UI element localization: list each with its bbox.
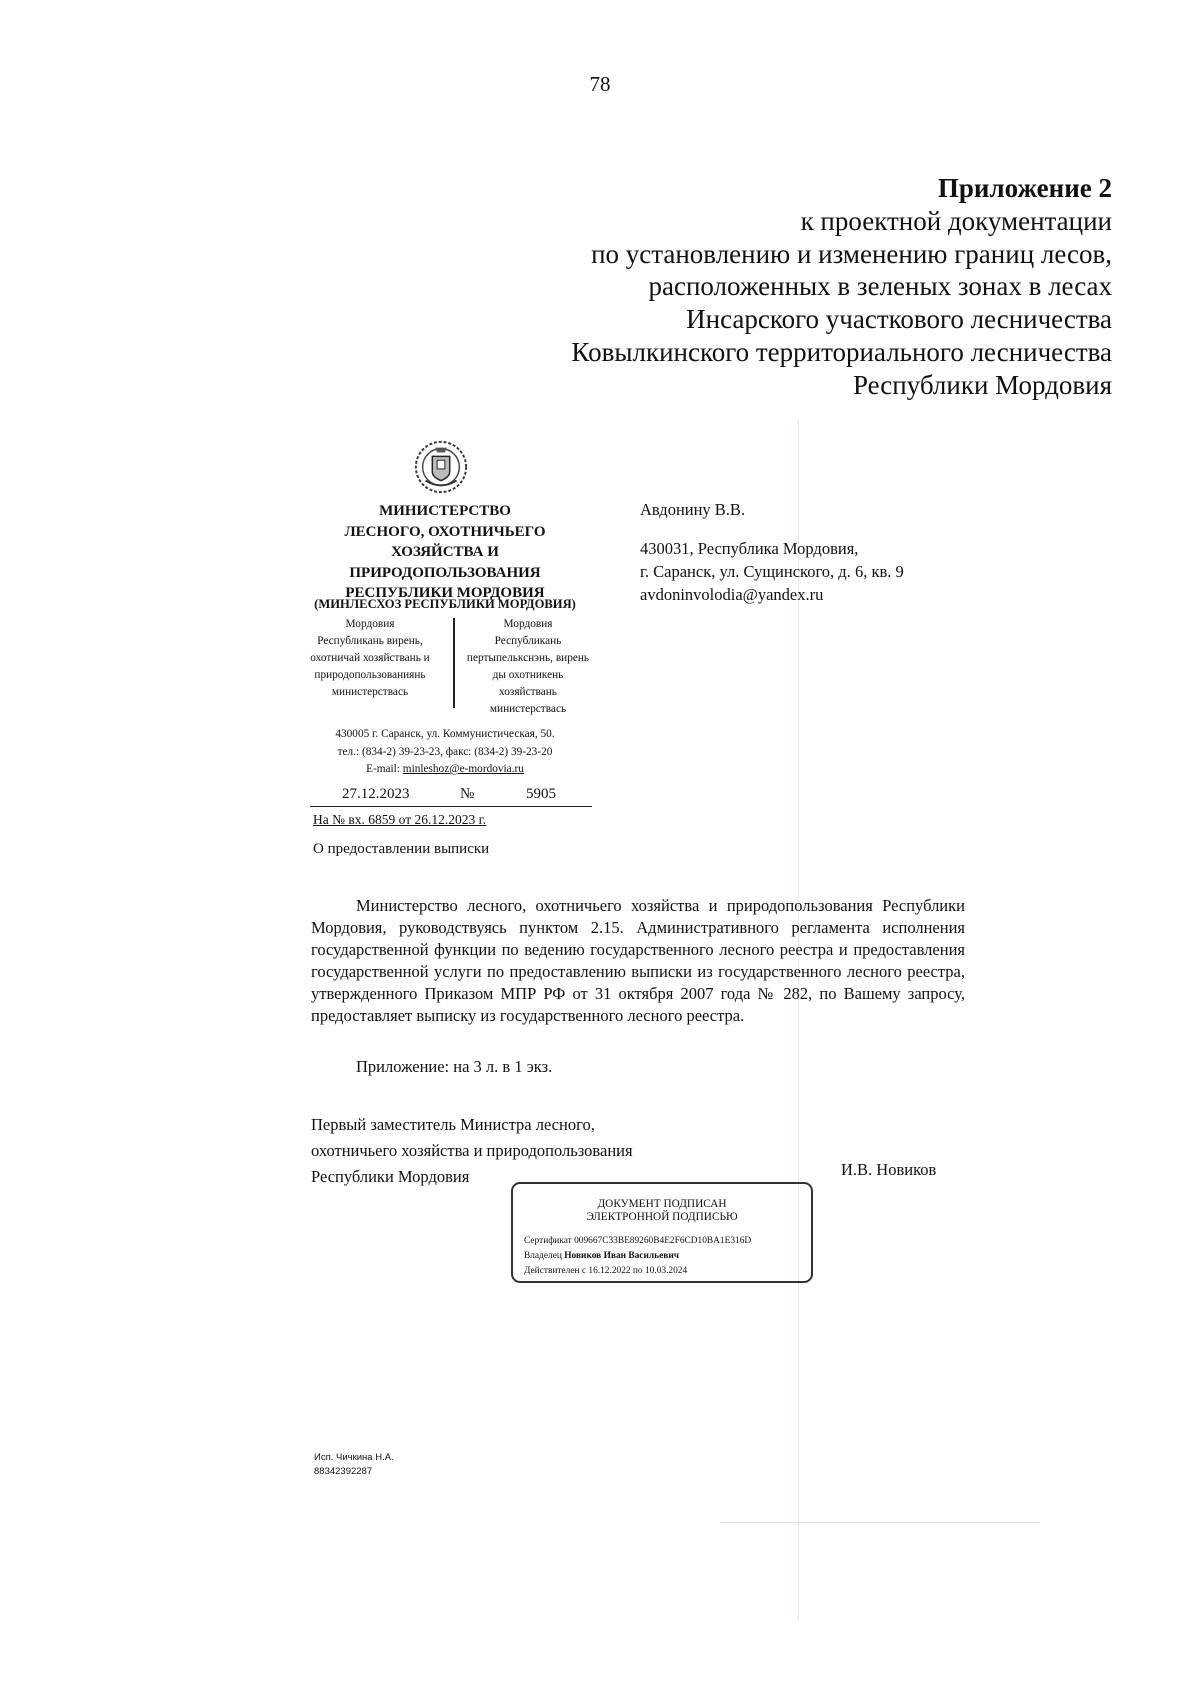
mordvin-line: министерствась (331, 686, 409, 698)
recipient-email: avdoninvolodia@yandex.ru (640, 585, 824, 604)
esign-owner-row (524, 1249, 751, 1264)
registration-date: 27.12.2023 (342, 786, 410, 802)
electronic-signature-stamp (511, 1182, 813, 1283)
appendix-block (412, 172, 1112, 402)
esign-cert-label: Сертификат (524, 1236, 572, 1246)
column-divider (453, 618, 455, 708)
letter-body: Министерство лесного, охотничьего хозяйства и природопользования Республики Мордовия, руководствуясь пунктом 2.15. Административного регламента исполнения государственной функции по ведению государственного лесного реестра и предоставления государственной услуги по предоставлению выписки из государственного лесного реестра, утвержденного Приказом МПР РФ от 31 октября 2007 года № 282, по Вашему запросу, предоставляет выписку из государственного лесного реестра. (311, 896, 965, 1025)
mordvin-line: Мордовия (503, 618, 553, 630)
signer-position-line: охотничьего хозяйства и природопользования (311, 1141, 633, 1160)
appendix-title: Приложение 2 (937, 173, 1112, 203)
appendix-line: по установлению и изменению границ лесов, (591, 238, 1112, 269)
mordvin-line: охотничай хозяйствань и (310, 652, 430, 664)
signer-name: И.В. Новиков (841, 1160, 937, 1179)
recipient-block (640, 498, 904, 606)
ministry-name-line: ПРИРОДОПОЛЬЗОВАНИЯ (349, 564, 541, 581)
signer-position (311, 1112, 633, 1190)
esign-cert: 009667C33BE89260B4E2F6CD10BA1E316D (574, 1236, 752, 1246)
esign-valid-label: Действителен (524, 1266, 580, 1276)
appendix-line: Ковылкинского территориального лесничества (571, 336, 1112, 367)
mordvin-line: министерствась (489, 703, 567, 715)
registration-line (310, 786, 592, 807)
executor-phone: 88342392287 (314, 1466, 373, 1477)
esign-validity-row (524, 1264, 751, 1279)
ministry-name-line: МИНИСТЕРСТВО (379, 503, 511, 519)
mordvin-line: ды охотникень (492, 669, 564, 681)
mordvin-line: Республикань (494, 635, 562, 647)
appendix-line: Инсарского участкового лесничества (686, 304, 1112, 335)
enclosure-note: Приложение: на 3 л. в 1 экз. (356, 1057, 553, 1076)
esign-title (513, 1198, 811, 1224)
esign-owner: Новиков Иван Васильевич (564, 1251, 680, 1261)
mordvin-line: природопользованиянь (314, 669, 426, 681)
letter-subject: О предоставлении выписки (313, 841, 490, 857)
esign-details (524, 1234, 751, 1279)
ministry-short-name: (МИНЛЕСХОЗ РЕСПУБЛИКИ МОРДОВИЯ) (314, 597, 576, 611)
esign-valid-to: 10.03.2024 (644, 1266, 688, 1276)
esign-valid-from: 16.12.2022 (588, 1266, 631, 1276)
mordvin-name-right (458, 616, 598, 718)
esign-title-line: ДОКУМЕНТ ПОДПИСАН (597, 1198, 727, 1210)
mordvin-line: хозяйствань (499, 686, 557, 698)
mordvin-line: Республикань вирень, (317, 635, 423, 647)
signer-position-line: Первый заместитель Министра лесного, (311, 1115, 595, 1134)
esign-certificate-row (524, 1234, 751, 1249)
signer-position-line: Республики Мордовия (311, 1167, 470, 1186)
ministry-email-link[interactable]: minleshoz@e-mordovia.ru (402, 763, 524, 775)
coat-of-arms-icon (412, 438, 470, 496)
ministry-name (300, 501, 590, 604)
mordvin-line: Мордовия (345, 618, 395, 630)
email-label: E-mail: (366, 763, 400, 775)
appendix-line: Республики Мордовия (852, 369, 1112, 400)
executor-name: Исп. Чичкина Н.А. (314, 1452, 394, 1463)
esign-title-line: ЭЛЕКТРОННОЙ ПОДПИСЬЮ (586, 1211, 738, 1223)
esign-valid-from-label: с (581, 1266, 587, 1276)
recipient-address-line: 430031, Республика Мордовия, (640, 539, 859, 558)
ministry-contacts (300, 726, 590, 779)
mordvin-name-left (300, 616, 440, 701)
ministry-name-line: ЛЕСНОГО, ОХОТНИЧЬЕГО (344, 523, 546, 540)
page-number: 78 (589, 72, 611, 96)
ministry-phone: тел.: (834-2) 39-23-23, факс: (834-2) 39-23-20 (337, 745, 553, 758)
esign-valid-to-label: по (632, 1266, 643, 1276)
ministry-email-row (300, 761, 590, 779)
ministry-name-line: ХОЗЯЙСТВА И (391, 544, 499, 560)
incoming-reference: На № вх. 6859 от 26.12.2023 г. (313, 812, 486, 827)
appendix-line: расположенных в зеленых зонах в лесах (648, 271, 1112, 302)
recipient-name: Авдонину В.В. (640, 500, 746, 519)
registration-number-label: № (460, 786, 475, 802)
recipient-address-line: г. Саранск, ул. Сущинского, д. 6, кв. 9 (640, 562, 904, 581)
executor-block (314, 1451, 394, 1479)
ministry-address: 430005 г. Саранск, ул. Коммунистическая, 50. (335, 728, 555, 740)
registration-number: 5905 (526, 786, 556, 802)
appendix-line: к проектной документации (800, 205, 1112, 236)
ministry-name-line: РЕСПУБЛИКИ МОРДОВИЯ (345, 585, 545, 601)
recipient-address (640, 537, 904, 606)
mordvin-line: пертыпелькснэнь, вирень (466, 652, 590, 664)
scan-artifact-line (720, 1522, 1040, 1523)
esign-owner-label: Владелец (524, 1251, 562, 1261)
